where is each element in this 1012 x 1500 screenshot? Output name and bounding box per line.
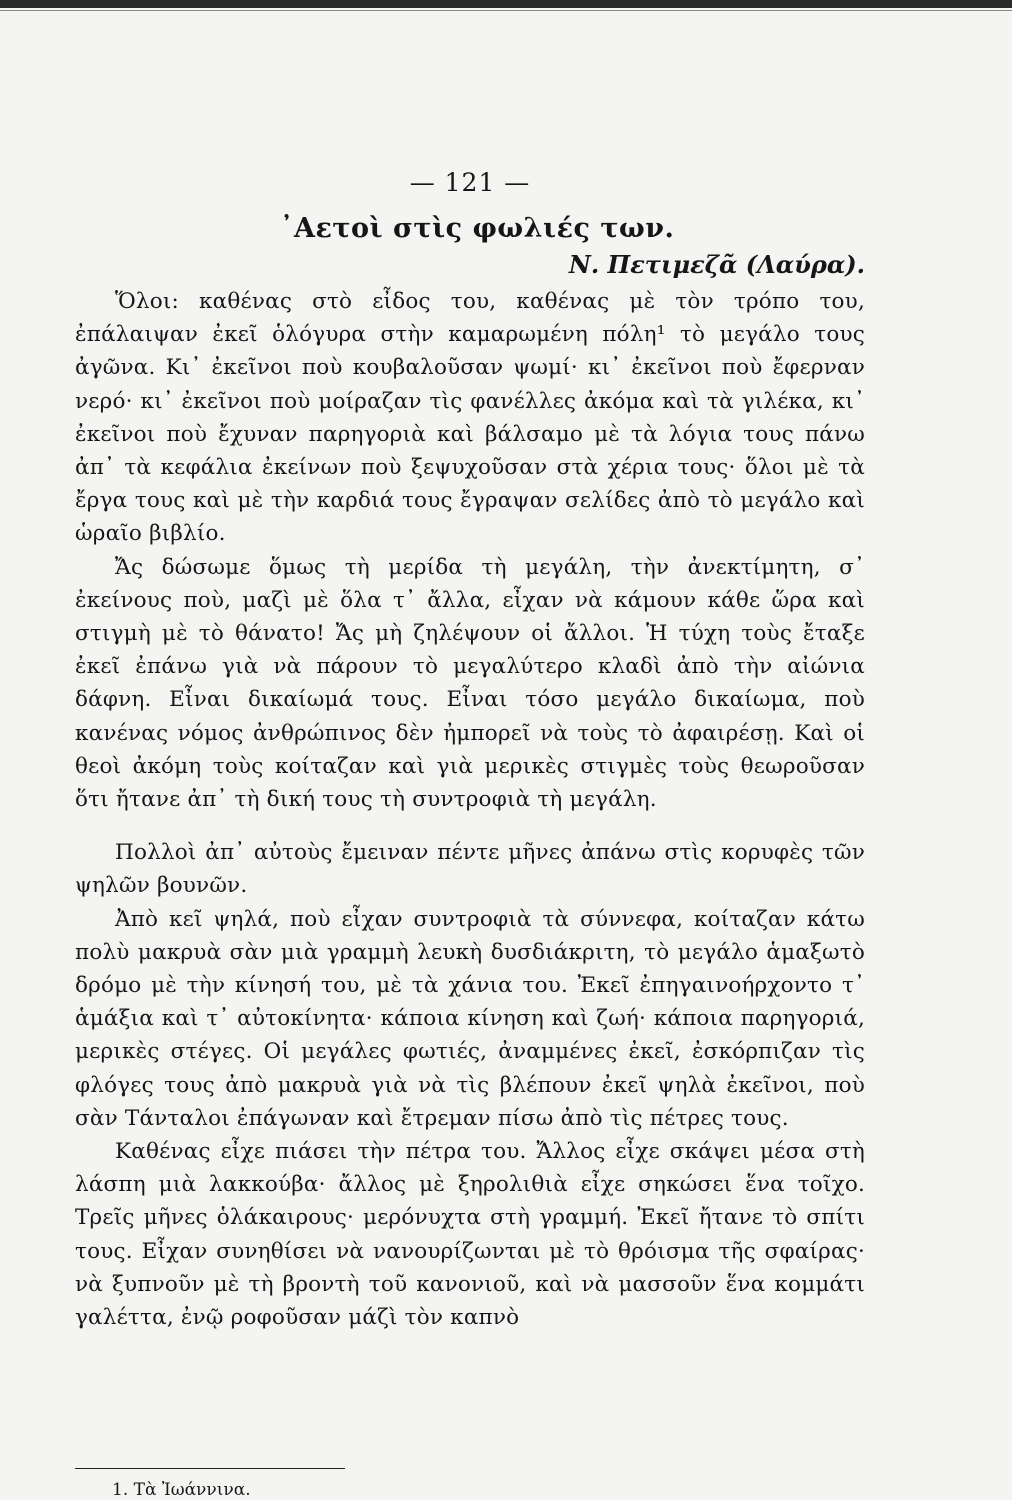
document-page bbox=[75, 168, 865, 1334]
paragraph: Ὅλοι: καθένας στὸ εἶδος του, καθένας μὲ τὸν τρόπο του, ἐπάλαιψαν ἐκεῖ ὁλόγυρα στὴν καμαρωμένη πόλη¹ τὸ μεγάλο τους ἀγῶνα. Κι᾿ ἐκεῖνοι ποὺ κουβαλοῦσαν ψωμί· κι᾿ ἐκεῖνοι ποὺ ἔφερναν νερό· κι᾿ ἐκεῖνοι ποὺ μοίραζαν τὶς φανέλλες ἀκόμα καὶ τὰ γιλέκα, κι᾿ ἐκεῖνοι ποὺ ἔχυναν παρηγοριὰ καὶ βάλσαμο μὲ τὰ λόγια τους πάνω ἀπ᾿ τὰ κεφάλια ἐκείνων ποὺ ξεψυχοῦσαν στὰ χέρια τους· ὅλοι μὲ τὰ ἔργα τους καὶ μὲ τὴν καρδιά τους ἔγραψαν σελίδες ἀπὸ τὸ μεγάλο καὶ ὡραῖο βιβλίο. bbox=[75, 289, 865, 547]
paragraph: Καθένας εἶχε πιάσει τὴν πέτρα του. Ἄλλος εἶχε σκάψει μέσα στὴ λάσπη μιὰ λακκούβα· ἄλλος μὲ ξηρολιθιὰ εἶχε σηκώσει ἕνα τοῖχο. Τρεῖς μῆνες ὁλάκαιρους· μερόνυχτα στὴ γραμμή. Ἐκεῖ ἤτανε τὸ σπίτι τους. Εἶχαν συνηθίσει νὰ νανουρίζωνται μὲ τὸ θρόισμα τῆς σφαίρας· νὰ ξυπνοῦν μὲ τὴ βροντὴ τοῦ κανονιοῦ, καὶ νὰ μασσοῦν ἕνα κομμάτι γαλέττα, ἐνῷ ροφοῦσαν μάζὶ τὸν καπνὸ bbox=[75, 1139, 865, 1331]
footnote: 1. Τὰ Ἰωάννινα. bbox=[112, 1480, 251, 1500]
paragraph: Ἀπὸ κεῖ ψηλά, ποὺ εἶχαν συντροφιὰ τὰ σύννεφα, κοίταζαν κάτω πολὺ μακρυὰ σὰν μιὰ γραμμὴ λευκὴ δυσδιάκριτη, τὸ μεγάλο ἁμαξωτὸ δρόμο μὲ τὴν κίνησή του, μὲ τὰ χάνια του. Ἐκεῖ ἐπηγαινοήρχοντο τ᾿ ἁμάξια καὶ τ᾿ αὐτοκίνητα· κάποια κίνηση καὶ ζωή· κάποια παρηγοριά, μερικὲς στέγες. Οἱ μεγάλες φωτιές, ἀναμμένες ἐκεῖ, ἐσκόρπιζαν τὶς φλόγες τους ἀπὸ μακρυὰ γιὰ νὰ τὶς βλέπουν ἐκεῖ ψηλὰ ἐκεῖνοι, ποὺ σὰν Τάνταλοι ἐπάγωναν καὶ ἔτρεμαν πίσω ἀπὸ τὶς πέτρες τους. bbox=[75, 906, 865, 1131]
page-number: — 121 — bbox=[409, 168, 531, 197]
paragraph: Ἄς δώσωμε ὅμως τὴ μερίδα τὴ μεγάλη, τὴν ἀνεκτίμητη, σ᾿ ἐκείνους ποὺ, μαζὶ μὲ ὅλα τ᾿ ἄλλα, εἶχαν νὰ κάμουν κάθε ὥρα καὶ στιγμὴ μὲ τὸ θάνατο! Ἄς μὴ ζηλέψουν οἱ ἄλλοι. Ἡ τύχη τοὺς ἔταξε ἐκεῖ ἐπάνω γιὰ νὰ πάρουν τὸ μεγαλύτερο κλαδὶ ἀπὸ τὴν αἰώνια δάφνη. Εἶναι δικαίωμά τους. Εἶναι τόσο μεγάλο δικαίωμα, ποὺ κανένας νόμος ἀνθρώπινος δὲν ἠμπορεῖ νὰ τοὺς τὸ ἀφαιρέσῃ. Καὶ οἱ θεοὶ ἀκόμη τοὺς κοίταζαν καὶ γιὰ μερικὲς στιγμὲς τοὺς θεωροῦσαν ὅτι ἤτανε ἀπ᾿ τὴ δική τους τὴ συντροφιὰ τὴ μεγάλη. bbox=[75, 554, 865, 813]
paragraph: Πολλοὶ ἀπ᾿ αὐτοὺς ἔμειναν πέντε μῆνες ἀπάνω στὶς κορυφὲς τῶν ψηλῶν βουνῶν. bbox=[75, 840, 865, 899]
footnote-rule bbox=[75, 1468, 345, 1469]
article-body bbox=[75, 285, 865, 1334]
top-edge-thin-rule bbox=[0, 10, 1012, 11]
article-title: ᾿Αετοὶ στὶς φωλιές των. bbox=[280, 213, 675, 244]
top-edge-rule bbox=[0, 0, 1012, 8]
article-author: Ν. Πετιμεζᾶ (Λαύρα). bbox=[568, 250, 865, 279]
